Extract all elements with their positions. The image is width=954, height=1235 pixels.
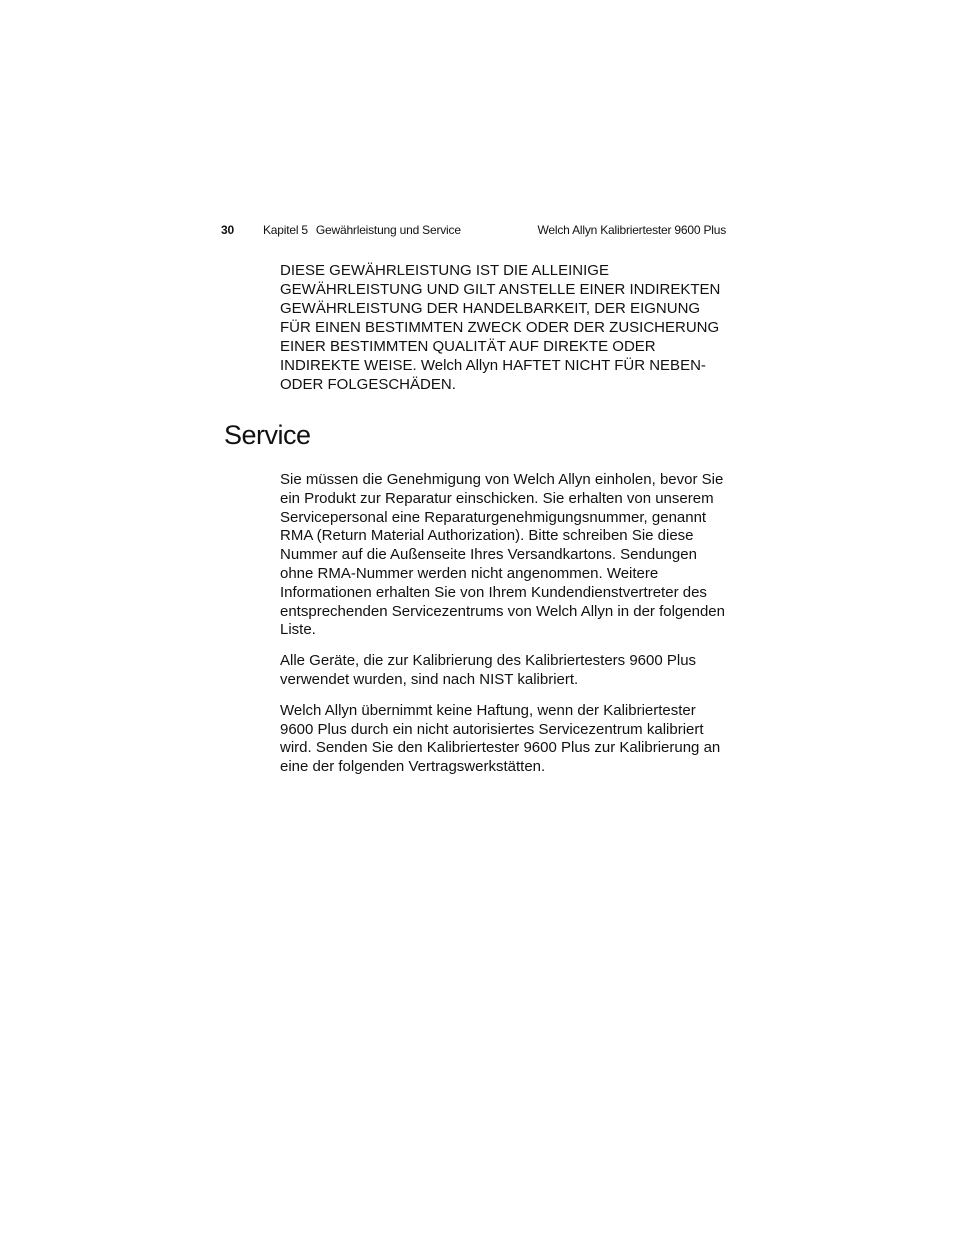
chapter-reference bbox=[263, 221, 461, 239]
document-title: Welch Allyn Kalibriertester 9600 Plus bbox=[537, 223, 726, 237]
chapter-label: Kapitel 5 bbox=[263, 223, 308, 237]
service-paragraph: Alle Geräte, die zur Kalibrierung des Kalibriertesters 9600 Plus verwendet wurden, sind nach NIST kalibriert. bbox=[280, 652, 697, 688]
running-header bbox=[221, 221, 726, 239]
page-number: 30 bbox=[221, 223, 234, 237]
service-paragraph: Welch Allyn übernimmt keine Haftung, wenn der Kalibriertester 9600 Plus durch ein nicht autorisiertes Servicezentrum kalibriert wird. Senden Sie den Kalibriertester 9600 Plus zur Kalibrierung an eine der folgenden Vertragswerkstätten. bbox=[280, 701, 721, 776]
section-heading-service: Service bbox=[224, 420, 311, 450]
service-paragraph: Sie müssen die Genehmigung von Welch Allyn einholen, bevor Sie ein Produkt zur Reparatur einschicken. Sie erhalten von unserem Servicepersonal eine Reparaturgenehmigungsnummer, genannt RMA (Return Material Authorization). Bitte schreiben Sie diese Nummer auf die Außenseite Ihres Versandkartons. Sendungen ohne RMA-Nummer werden nicht angenommen. Weitere Informationen erhalten Sie von Ihrem Kundendienstvertreter des entsprechenden Servicezentrums von Welch Allyn in der folgenden Liste. bbox=[280, 471, 725, 639]
service-body bbox=[280, 471, 732, 789]
warranty-disclaimer: DIESE GEWÄHRLEISTUNG IST DIE ALLEINIGE GEWÄHRLEISTUNG UND GILT ANSTELLE EINER INDIREKTEN GEWÄHRLEISTUNG DER HANDELBARKEIT, DER EIGNUNG FÜR EINEN BESTIMMTEN ZWECK ODER DER ZUSICHERUNG EINER BESTIMMTEN QUALITÄT AUF DIREKTE ODER INDIREKTE WEISE. Welch Allyn HAFTET NICHT FÜR NEBEN- ODER FOLGESCHÄDEN. bbox=[280, 262, 721, 393]
chapter-title: Gewährleistung und Service bbox=[315, 223, 461, 237]
